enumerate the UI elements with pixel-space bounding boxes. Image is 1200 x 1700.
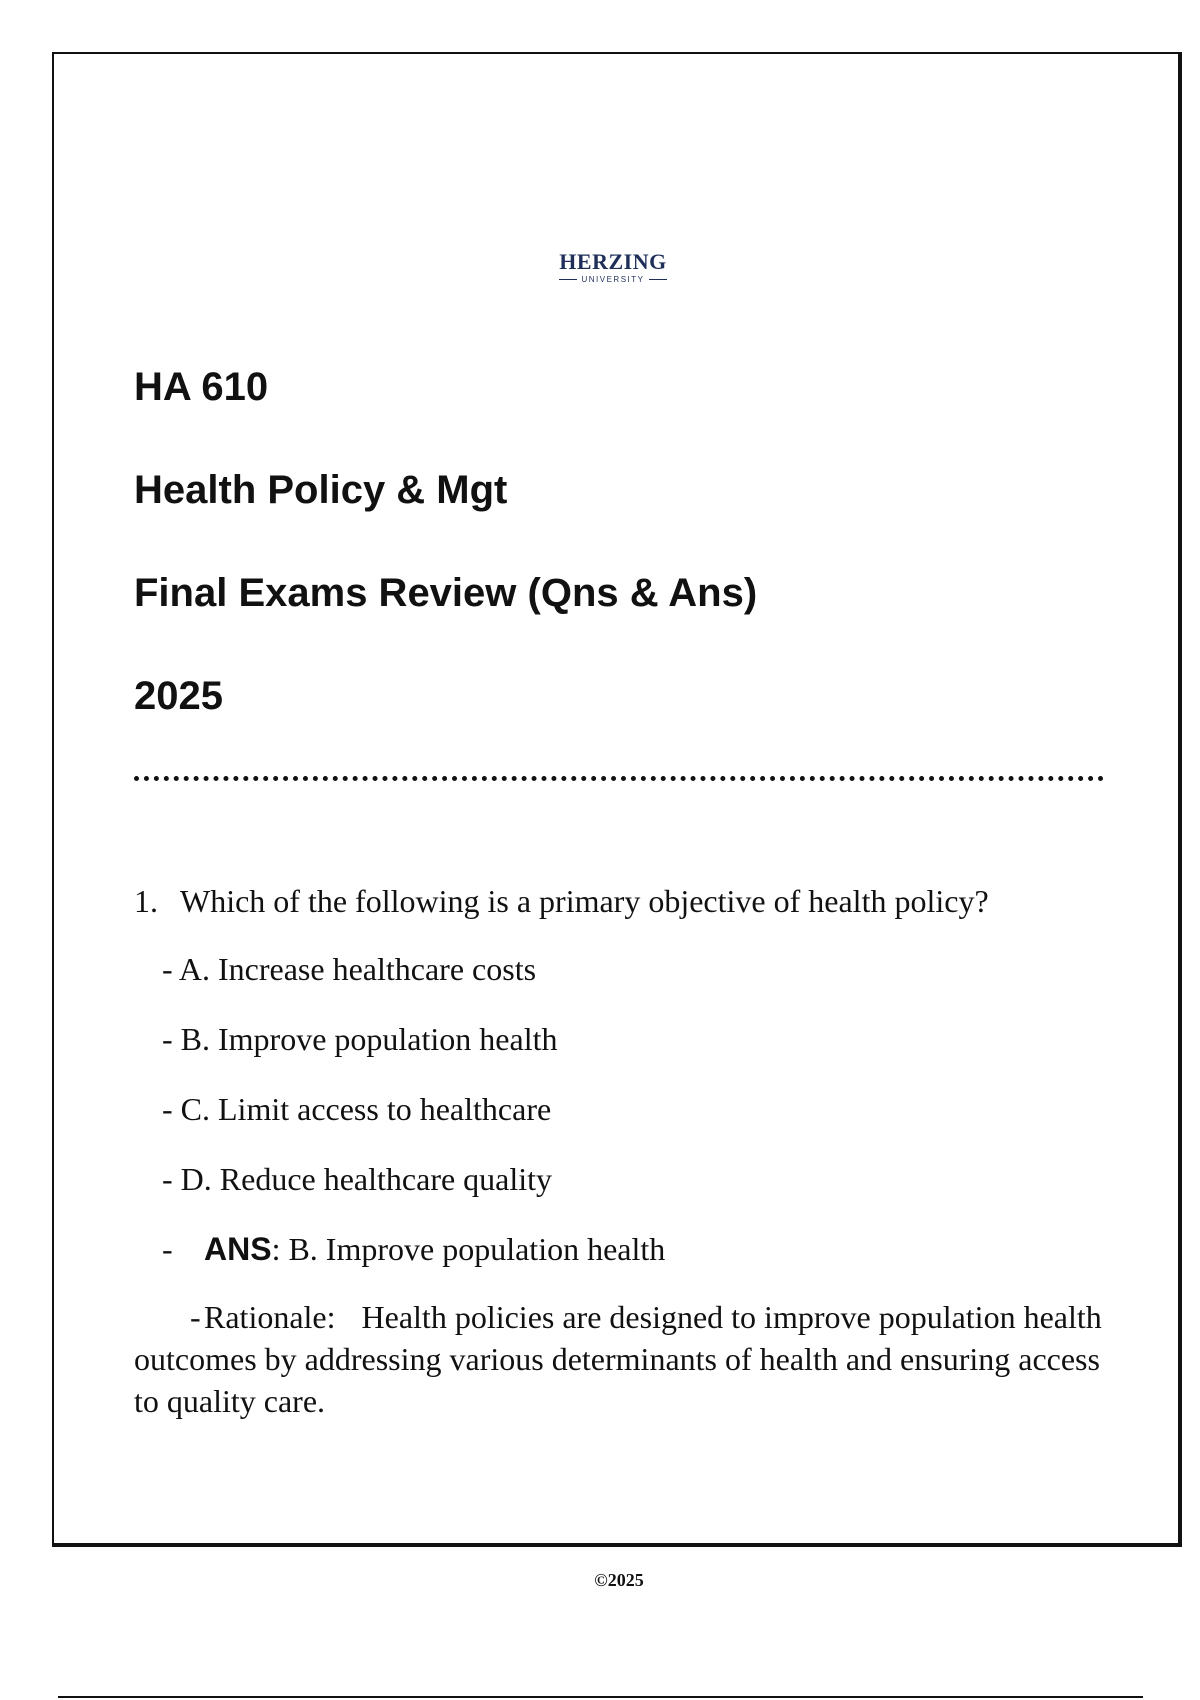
logo-rule-right <box>649 279 667 280</box>
rationale-paragraph <box>134 1296 1104 1422</box>
logo-subtitle-row <box>548 275 678 284</box>
answer-text: : B. Improve population health <box>271 1231 666 1267</box>
option-b: - B. Improve population health <box>162 1021 558 1057</box>
dotted-divider <box>134 776 1104 781</box>
rationale-label: Rationale: <box>204 1299 336 1335</box>
logo-rule-left <box>559 279 577 280</box>
option-c: - C. Limit access to healthcare <box>162 1091 552 1127</box>
course-name: Health Policy & Mgt <box>134 468 508 512</box>
bottom-rule <box>58 1696 1143 1698</box>
answer-row <box>134 1228 1104 1296</box>
logo-subtitle: UNIVERSITY <box>581 275 645 284</box>
copyright-footer: ©2025 <box>594 1570 644 1590</box>
question-block <box>134 880 1104 1422</box>
option-d: - D. Reduce healthcare quality <box>162 1161 553 1197</box>
answer-label: ANS <box>204 1231 272 1267</box>
question-number: 1. <box>134 883 158 919</box>
question-text: Which of the following is a primary objective of health policy? <box>180 883 989 919</box>
answer-dash: - <box>162 1231 173 1267</box>
course-code: HA 610 <box>134 365 269 409</box>
university-logo <box>548 250 678 284</box>
title-block <box>134 363 757 775</box>
logo-wordmark: HERZING <box>559 249 667 274</box>
rationale-dash: - <box>190 1299 201 1335</box>
option-a: - A. Increase healthcare costs <box>162 951 537 987</box>
rationale-text: Health policies are designed to improve population health outcomes by addressing various determinants of health and ensuring access to quality care. <box>134 1299 1102 1419</box>
document-type: Final Exams Review (Qns & Ans) <box>134 571 758 615</box>
option-list <box>134 948 1104 1228</box>
document-year: 2025 <box>134 674 223 718</box>
question-text-row <box>134 880 1104 922</box>
